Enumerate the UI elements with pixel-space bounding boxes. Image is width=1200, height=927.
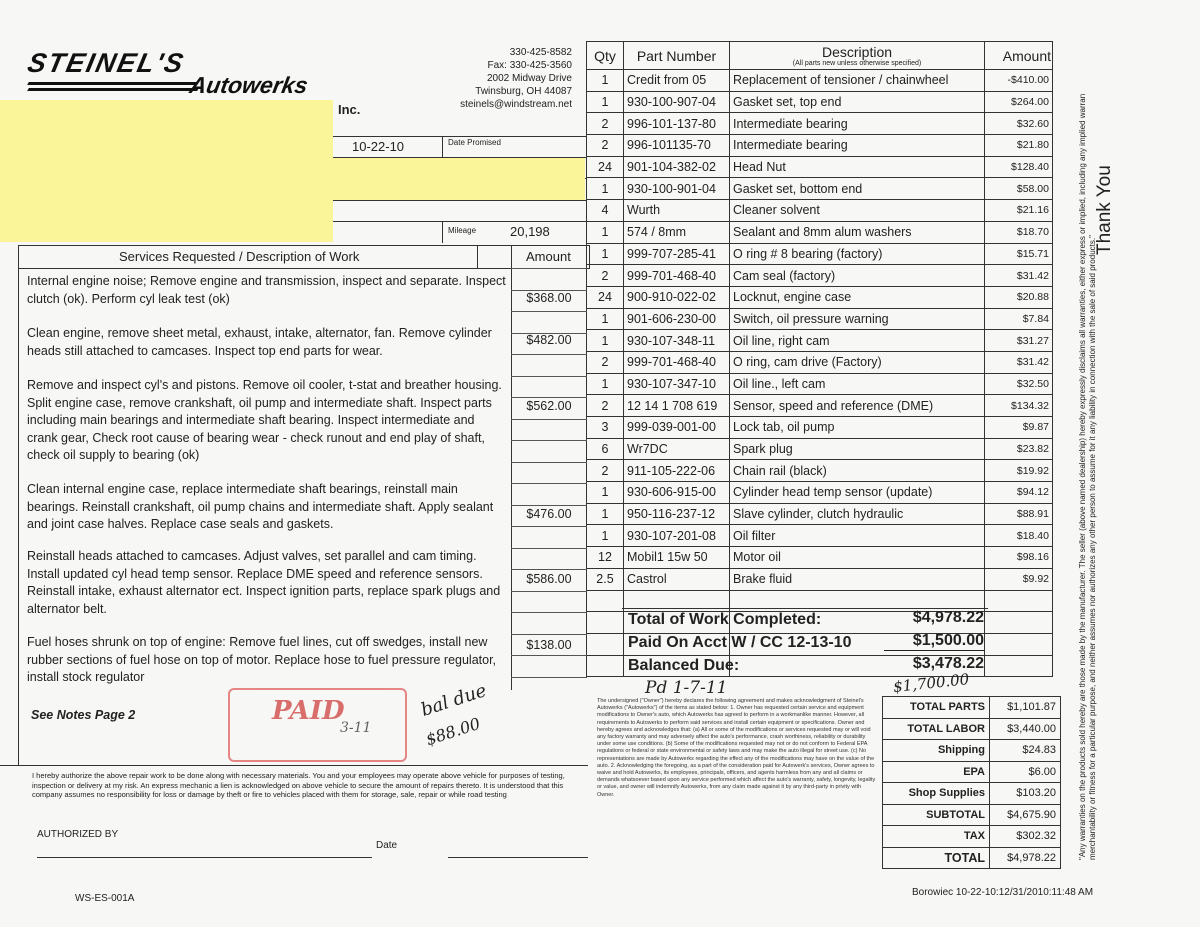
services-amount-label: Amount (526, 249, 571, 264)
parts-header-row (587, 42, 1053, 70)
paid-stamp (228, 688, 407, 762)
rule (511, 354, 587, 355)
parts-row (587, 308, 1053, 330)
part-qty: 2 (587, 460, 624, 482)
rule (511, 311, 587, 312)
parts-row (587, 70, 1053, 92)
summary-value: $1,101.87 (990, 697, 1061, 719)
summary-label: TOTAL PARTS (883, 697, 990, 719)
balance-value: $3,478.22 (912, 655, 984, 672)
part-qty: 1 (587, 70, 624, 92)
summary-label: TOTAL (883, 847, 990, 869)
services-header-label: Services Requested / Description of Work (119, 249, 360, 264)
part-qty: 3 (587, 417, 624, 439)
empty-cell (587, 633, 624, 655)
part-amount: $134.32 (985, 395, 1053, 417)
part-number: Castrol (624, 568, 730, 590)
part-description: Gasket set, bottom end (730, 178, 985, 200)
parts-row (587, 525, 1053, 547)
part-number: 901-606-230-00 (624, 308, 730, 330)
date-line (448, 857, 588, 858)
part-amount: $9.92 (985, 568, 1053, 590)
part-description: Head Nut (730, 156, 985, 178)
part-description: Oil line, right cam (730, 330, 985, 352)
empty-cell (985, 655, 1053, 677)
rule (511, 483, 587, 484)
part-description: Sensor, speed and reference (DME) (730, 395, 985, 417)
street: 2002 Midway Drive (486, 73, 572, 84)
parts-row (587, 265, 1053, 287)
logo-speed-lines (28, 82, 198, 100)
see-notes: See Notes Page 2 (31, 708, 136, 722)
summary-value: $4,978.22 (990, 847, 1061, 869)
authorization-text: I hereby authorize the above repair work to be done along with necessary materials. You and your employees may operate above vehicle for purposes of testing, inspection or delivery at my risk. An express mechanic a lien is acknowledged on above vehicle to secure the amount of repairs thereto. It is understood that this company assumes no responsibility for loss or damage by theft or fire to vehicles placed with them for storage, sale, repair or while road testing (32, 771, 565, 799)
parts-row (587, 482, 1053, 504)
part-qty: 1 (587, 330, 624, 352)
parts-row (587, 438, 1053, 460)
part-amount: $21.80 (985, 135, 1053, 157)
stamp-text: PAID (272, 696, 345, 726)
part-number: 999-039-001-00 (624, 417, 730, 439)
part-amount: $20.88 (985, 286, 1053, 308)
part-qty: 2 (587, 265, 624, 287)
rule (511, 612, 587, 613)
col-qty: Qty (587, 42, 624, 70)
invoice-date: 10-22-10 (352, 139, 405, 154)
service-description: Clean engine, remove sheet metal, exhaust, intake, alternator, fan. Remove cylinder heads still attached to camcases. Inspect top end parts for wear. (27, 326, 492, 358)
part-description: Chain rail (black) (730, 460, 985, 482)
summary-table (882, 696, 1061, 869)
part-amount: $15.71 (985, 243, 1053, 265)
part-number: 999-701-468-40 (624, 265, 730, 287)
part-amount: $18.40 (985, 525, 1053, 547)
summary-row (883, 697, 1061, 719)
part-qty: 1 (587, 525, 624, 547)
date-label: Date (376, 840, 398, 851)
part-qty: 2 (587, 395, 624, 417)
logo-autowerks: Autowerks (187, 72, 310, 98)
handwritten-paid-date: Pd 1-7-11 (645, 678, 728, 698)
service-amount: $476.00 (526, 507, 572, 521)
service-description: Internal engine noise; Remove engine and transmission, inspect and separate. Inspect clutch (ok). Perform cyl leak test (ok) (27, 274, 506, 306)
part-amount: $32.50 (985, 373, 1053, 395)
part-number: 999-701-468-40 (624, 351, 730, 373)
parts-row (587, 286, 1053, 308)
col-description-sub: (All parts new unless otherwise specified) (792, 60, 922, 67)
rule (511, 548, 587, 549)
col-description (730, 42, 985, 70)
rule (18, 245, 19, 765)
rule (511, 634, 587, 635)
parts-table (586, 41, 1053, 677)
part-amount: $88.91 (985, 503, 1053, 525)
part-amount: $128.40 (985, 156, 1053, 178)
summary-row (883, 761, 1061, 783)
rule (511, 419, 587, 420)
company-inc: Inc. (338, 102, 361, 117)
part-description: Cam seal (factory) (730, 265, 985, 287)
part-qty: 1 (587, 503, 624, 525)
summary-row (883, 804, 1061, 826)
service-amount: $482.00 (526, 333, 572, 347)
part-description: Sealant and 8mm alum washers (730, 221, 985, 243)
summary-label: TOTAL LABOR (883, 718, 990, 740)
part-amount: $98.16 (985, 547, 1053, 569)
part-amount: $9.87 (985, 417, 1053, 439)
summary-value: $4,675.90 (990, 804, 1061, 826)
part-qty: 2 (587, 135, 624, 157)
part-qty: 12 (587, 547, 624, 569)
parts-row (587, 330, 1053, 352)
summary-value: $103.20 (990, 783, 1061, 805)
part-number: Wr7DC (624, 438, 730, 460)
rule (511, 440, 587, 441)
part-number: 996-101135-70 (624, 135, 730, 157)
part-amount: $264.00 (985, 91, 1053, 113)
services-header (18, 245, 590, 269)
part-qty: 4 (587, 200, 624, 222)
footer-timestamp: Borowiec 10-22-10:12/31/2010:11:48 AM (912, 887, 1094, 898)
part-number: 12 14 1 708 619 (624, 395, 730, 417)
part-description: Locknut, engine case (730, 286, 985, 308)
handwritten-bal-amount: $88.00 (423, 713, 483, 750)
phone: 330-425-8582 (509, 47, 572, 58)
part-number: 930-100-907-04 (624, 91, 730, 113)
email: steinels@windstream.net (460, 99, 572, 110)
summary-label: EPA (883, 761, 990, 783)
service-amount: $562.00 (526, 399, 572, 413)
part-number: 930-107-347-10 (624, 373, 730, 395)
fax: Fax: 330-425-3560 (487, 60, 572, 71)
part-qty: 1 (587, 178, 624, 200)
summary-value: $302.32 (990, 826, 1061, 848)
empty-cell (587, 655, 624, 677)
parts-row (587, 178, 1053, 200)
part-number: Credit from 05 (624, 70, 730, 92)
sticky-note-redaction (333, 158, 585, 200)
part-qty: 2 (587, 351, 624, 373)
part-description: Motor oil (730, 547, 985, 569)
form-id: WS-ES-001A (75, 893, 135, 904)
part-description: Spark plug (730, 438, 985, 460)
rule (0, 765, 588, 766)
date-promised-label: Date Promised (448, 138, 501, 147)
part-qty: 6 (587, 438, 624, 460)
part-qty: 1 (587, 91, 624, 113)
part-amount: $7.84 (985, 308, 1053, 330)
part-amount: $32.60 (985, 113, 1053, 135)
rule (511, 397, 587, 398)
rule (511, 591, 587, 592)
service-amount: $368.00 (526, 291, 572, 305)
part-amount: $31.42 (985, 265, 1053, 287)
handwritten-amount: $1,700.00 (892, 670, 971, 696)
part-qty: 24 (587, 286, 624, 308)
rule (442, 136, 443, 158)
part-amount: -$410.00 (985, 70, 1053, 92)
agreement-text: The undersigned ("Owner") hereby declares the following agreement and makes acknowledgment of Steinel's Autowerks ("Autowerks") of the items as stated below: 1. Owner has requested certain service and equipment modifications to Owner's auto, which Autowerks has agreed to perform in a workmanlike manner. However, all requirements to Autowerks to perform said services and install certain equipment or specifications. Owner and hereby agrees and acknowledges that: (a) All or some of the modifications or services requested may or will void any factory warranty and may adversely affect the auto's performance, crash worthiness, reliability or durability under some use conditions. (b) Some of the modifications requested may not or do not conform to Federal EPA regulations or federal or state environmental or safety laws and may make the auto illegal for street use. (c) No representations are made by Autowerks regarding the effect any of the modifications may have on the value of the auto. 2. Acknowledging the foregoing, as a part of the consideration paid for Autowerk's services, Owner agrees to waive and hold Autowerks, its employees, principals, officers, and agents harmless from any and all claims or demands whatsoever based upon any service performed which affect the auto's warranty, safety, longevity, legality or value, and owner will indemnify Autowerks, from any claim made against it by any third-party in privity with Owner. (597, 698, 876, 798)
summary-row (883, 783, 1061, 805)
service-description: Clean internal engine case, replace intermediate shaft bearings, reinstall main bearings. Reinstall crankshaft, oil pump chains and intermediate shaft. Apply sealant and joint case halves. Replace case seals and gaskets. (27, 482, 494, 531)
sticky-note-redaction (0, 100, 333, 242)
rule (477, 245, 478, 268)
part-number: 999-707-285-41 (624, 243, 730, 265)
part-qty: 24 (587, 156, 624, 178)
parts-row (587, 547, 1053, 569)
part-description: Gasket set, top end (730, 91, 985, 113)
part-number: 574 / 8mm (624, 221, 730, 243)
part-number: Wurth (624, 200, 730, 222)
parts-row (587, 395, 1053, 417)
part-amount: $21.16 (985, 200, 1053, 222)
part-description: Switch, oil pressure warning (730, 308, 985, 330)
rule (511, 462, 587, 463)
parts-row (587, 460, 1053, 482)
handwritten-bal-due: bal due (418, 680, 490, 721)
empty-cell (985, 612, 1053, 634)
mileage-value: 20,198 (510, 224, 550, 239)
part-amount: $31.27 (985, 330, 1053, 352)
rule (511, 268, 587, 269)
part-amount: $31.42 (985, 351, 1053, 373)
parts-row (587, 503, 1053, 525)
parts-row (587, 243, 1053, 265)
part-description: Replacement of tensioner / chainwheel (730, 70, 985, 92)
summary-row (883, 847, 1061, 869)
service-description: Remove and inspect cyl's and pistons. Remove oil cooler, t-stat and breather housing. Split engine case, remove crankshaft, oil pump and intermediate shaft. Inspect parts including main bearings and intermediate shaft bearing. Inspect intermediate and crank gear, Check root cause of bearing wear - check runout and end play of shaft, check oil supply to bearing (ok) (27, 378, 502, 462)
parts-row (587, 351, 1053, 373)
summary-value: $6.00 (990, 761, 1061, 783)
part-number: 911-105-222-06 (624, 460, 730, 482)
part-description: Brake fluid (730, 568, 985, 590)
service-amount: $586.00 (526, 572, 572, 586)
thank-you: Thank You (1094, 165, 1115, 255)
rule (511, 677, 587, 678)
part-qty: 2.5 (587, 568, 624, 590)
part-number: 996-101-137-80 (624, 113, 730, 135)
part-description: Cleaner solvent (730, 200, 985, 222)
stamp-date: 3-11 (340, 720, 372, 736)
total-work-value: $4,978.22 (912, 609, 984, 626)
parts-row (587, 135, 1053, 157)
mileage-label: Mileage (448, 226, 477, 235)
total-work-label: Total of Work Completed: (628, 611, 822, 628)
logo-steinels: STEINEL'S (24, 48, 188, 78)
summary-value: $3,440.00 (990, 718, 1061, 740)
part-number: Mobil1 15w 50 (624, 547, 730, 569)
part-number: 900-910-022-02 (624, 286, 730, 308)
empty-cell (587, 590, 624, 612)
part-description: Lock tab, oil pump (730, 417, 985, 439)
part-number: 930-107-201-08 (624, 525, 730, 547)
part-qty: 2 (587, 113, 624, 135)
authorized-by-label: AUTHORIZED BY (37, 829, 119, 840)
summary-row (883, 740, 1061, 762)
col-description-label: Description (821, 44, 893, 60)
city: Twinsburg, OH 44087 (475, 86, 572, 97)
paid-label: Paid On Acct W / CC 12-13-10 (628, 634, 852, 651)
rule (511, 376, 587, 377)
part-number: 901-104-382-02 (624, 156, 730, 178)
part-amount: $23.82 (985, 438, 1053, 460)
part-amount: $19.92 (985, 460, 1053, 482)
parts-row (587, 568, 1053, 590)
rule (511, 569, 587, 570)
part-description: O ring # 8 bearing (factory) (730, 243, 985, 265)
part-description: Oil filter (730, 525, 985, 547)
rule (511, 526, 587, 527)
summary-label: TAX (883, 826, 990, 848)
summary-value: $24.83 (990, 740, 1061, 762)
parts-row (587, 417, 1053, 439)
parts-row (587, 156, 1053, 178)
empty-cell (587, 612, 624, 634)
parts-row (587, 91, 1053, 113)
parts-row (587, 113, 1053, 135)
part-amount: $18.70 (985, 221, 1053, 243)
empty-cell (985, 590, 1053, 612)
col-part-number: Part Number (624, 42, 730, 70)
part-number: 950-116-237-12 (624, 503, 730, 525)
service-description: Reinstall heads attached to camcases. Adjust valves, set parallel and cam timing. Install updated cyl head temp sensor. Replace DME speed and reference sensors. Reinstall intake, exhaust alternator ect. Inspect ignition parts, replace spark plugs and alternator belt. (27, 549, 501, 616)
part-description: Oil line., left cam (730, 373, 985, 395)
empty-cell (985, 633, 1053, 655)
warranty-disclaimer: "Any warranties on the products sold hereby are those made by the manufacturer. The seller (above named dealership) hereby expressly disclaims all warranties, either express or implied, including any implied warran merchantability or fitness for a particular purpose, and neither assumes nor authorizes any other person to assume for it any liability in connection with the sale of said products." (1078, 93, 1097, 860)
parts-row (587, 221, 1053, 243)
part-qty: 1 (587, 243, 624, 265)
contact-info (430, 46, 572, 111)
col-amount: Amount (985, 42, 1053, 70)
part-qty: 1 (587, 308, 624, 330)
part-description: Cylinder head temp sensor (update) (730, 482, 985, 504)
parts-row (587, 373, 1053, 395)
summary-row (883, 826, 1061, 848)
part-amount: $58.00 (985, 178, 1053, 200)
paid-value: $1,500.00 (884, 632, 984, 651)
summary-label: Shop Supplies (883, 783, 990, 805)
part-description: Slave cylinder, clutch hydraulic (730, 503, 985, 525)
summary-label: SUBTOTAL (883, 804, 990, 826)
rule (442, 221, 443, 243)
signature-line (37, 857, 372, 858)
part-qty: 1 (587, 482, 624, 504)
part-number: 930-606-915-00 (624, 482, 730, 504)
part-qty: 1 (587, 221, 624, 243)
summary-row (883, 718, 1061, 740)
service-amount: $138.00 (526, 638, 572, 652)
rule (511, 505, 587, 506)
part-description: Intermediate bearing (730, 113, 985, 135)
part-number: 930-100-901-04 (624, 178, 730, 200)
part-description: O ring, cam drive (Factory) (730, 351, 985, 373)
part-number: 930-107-348-11 (624, 330, 730, 352)
service-description: Fuel hoses shrunk on top of engine: Remove fuel lines, cut off swedges, install new rubber sections of fuel hose on top of motor. Replace hose to fuel pressure regulator, install stock regulator (27, 635, 497, 684)
parts-row (587, 200, 1053, 222)
summary-label: Shipping (883, 740, 990, 762)
balance-label: Balanced Due: (628, 657, 740, 674)
part-description: Intermediate bearing (730, 135, 985, 157)
part-qty: 1 (587, 373, 624, 395)
rule (511, 655, 587, 656)
part-amount: $94.12 (985, 482, 1053, 504)
